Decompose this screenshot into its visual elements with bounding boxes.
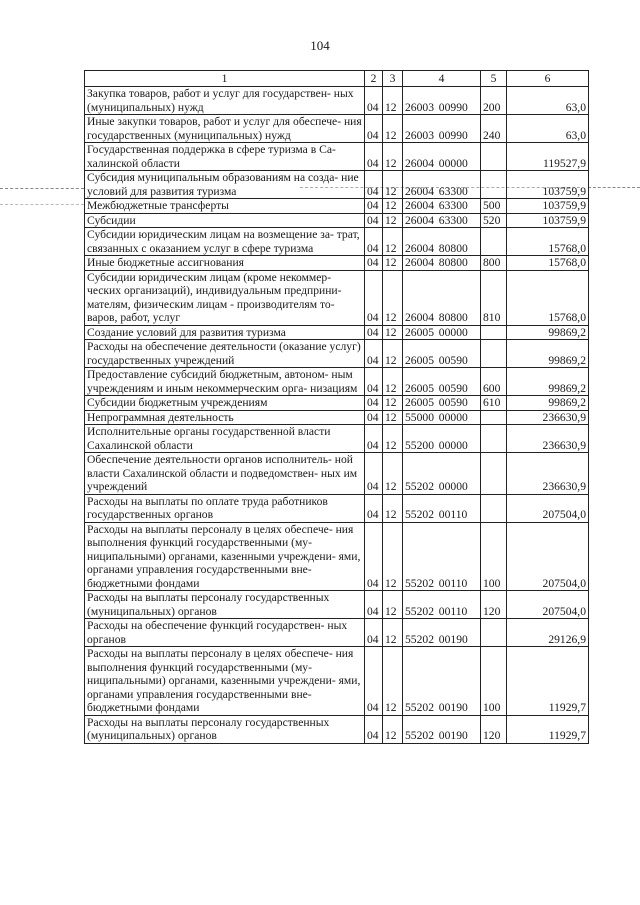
- row-expense-type-cell: [481, 453, 507, 495]
- target-code-direction: 63300: [438, 184, 468, 198]
- row-name-cell: Обеспечение деятельности органов исполнитель- ной власти Сахалинской области и подведомствен- ных им учреждений: [85, 453, 365, 495]
- target-code-direction: 00000: [438, 438, 468, 452]
- table-row: [85, 647, 589, 716]
- row-amount-cell: 236630,9: [507, 453, 589, 495]
- table-row: [85, 425, 589, 453]
- row-section-cell: 04: [365, 647, 383, 716]
- column-header-3: 3: [383, 71, 403, 87]
- row-subsection-cell: 12: [383, 87, 403, 115]
- row-section-cell: 04: [365, 494, 383, 522]
- target-code-direction: 63300: [438, 199, 468, 212]
- row-amount-cell: 15768,0: [507, 270, 589, 325]
- budget-table: [84, 70, 589, 744]
- row-name-cell: Субсидии юридическим лицам (кроме некоммер- ческих организаций), индивидуальным предприни- мателям, физическим лицам - производителям то- варов, работ, услуг: [85, 270, 365, 325]
- row-name-cell: Закупка товаров, работ и услуг для государствен- ных (муниципальных) нужд: [85, 87, 365, 115]
- row-subsection-cell: 12: [383, 715, 403, 743]
- row-amount-cell: 63,0: [507, 115, 589, 143]
- row-amount-cell: 119527,9: [507, 143, 589, 171]
- target-code-program: 26004: [405, 184, 434, 198]
- target-code-program: 26004: [405, 199, 434, 212]
- target-code-direction: 00590: [438, 353, 468, 367]
- target-code-program: 26005: [405, 396, 434, 409]
- row-amount-cell: 236630,9: [507, 410, 589, 425]
- row-subsection-cell: 12: [383, 619, 403, 647]
- row-expense-type-cell: 200: [481, 87, 507, 115]
- table-row: [85, 228, 589, 256]
- row-amount-cell: 99869,2: [507, 368, 589, 396]
- row-subsection-cell: 12: [383, 228, 403, 256]
- column-header-4: 4: [403, 71, 481, 87]
- row-name-cell: Субсидия муниципальным образованиям на созда- ние условий для развития туризма: [85, 171, 365, 199]
- table-row: [85, 396, 589, 411]
- row-expense-type-cell: [481, 325, 507, 340]
- column-header-5: 5: [481, 71, 507, 87]
- row-amount-cell: 99869,2: [507, 340, 589, 368]
- table-row: [85, 199, 589, 214]
- target-code-program: 55202: [405, 701, 434, 714]
- row-section-cell: 04: [365, 410, 383, 425]
- row-amount-cell: 11929,7: [507, 715, 589, 743]
- row-target-code-cell: [403, 647, 481, 716]
- target-code-program: 55202: [405, 576, 434, 590]
- table-row: [85, 410, 589, 425]
- scan-artifact-line-left: [0, 188, 84, 189]
- row-subsection-cell: 12: [383, 340, 403, 368]
- row-expense-type-cell: [481, 410, 507, 425]
- page-number: 104: [310, 38, 330, 53]
- target-code-program: 26004: [405, 156, 434, 170]
- row-expense-type-cell: 120: [481, 591, 507, 619]
- row-name-cell: Предоставление субсидий бюджетным, автоном- ным учреждениям и иным некоммерческим орга- низациям: [85, 368, 365, 396]
- row-section-cell: 04: [365, 256, 383, 271]
- row-subsection-cell: 12: [383, 522, 403, 591]
- row-amount-cell: 207504,0: [507, 494, 589, 522]
- row-section-cell: 04: [365, 325, 383, 340]
- row-target-code-cell: [403, 171, 481, 199]
- row-target-code-cell: [403, 619, 481, 647]
- row-expense-type-cell: [481, 619, 507, 647]
- row-name-cell: Исполнительные органы государственной власти Сахалинской области: [85, 425, 365, 453]
- table-body: [85, 87, 589, 744]
- row-subsection-cell: 12: [383, 270, 403, 325]
- target-code-program: 26003: [405, 100, 434, 114]
- target-code-program: 55000: [405, 410, 434, 424]
- row-target-code-cell: [403, 368, 481, 396]
- row-target-code-cell: [403, 270, 481, 325]
- row-target-code-cell: [403, 199, 481, 214]
- table-row: [85, 368, 589, 396]
- target-code-direction: 80800: [438, 311, 468, 324]
- row-subsection-cell: 12: [383, 199, 403, 214]
- target-code-direction: 00190: [438, 701, 468, 714]
- target-code-program: 55202: [405, 508, 434, 521]
- row-target-code-cell: [403, 256, 481, 271]
- row-target-code-cell: [403, 715, 481, 743]
- column-header-2: 2: [365, 71, 383, 87]
- row-subsection-cell: 12: [383, 453, 403, 495]
- table-row: [85, 256, 589, 271]
- table-row: [85, 619, 589, 647]
- row-section-cell: 04: [365, 591, 383, 619]
- row-amount-cell: 29126,9: [507, 619, 589, 647]
- row-expense-type-cell: 520: [481, 213, 507, 228]
- table-row: [85, 143, 589, 171]
- row-target-code-cell: [403, 325, 481, 340]
- row-amount-cell: 103759,9: [507, 171, 589, 199]
- row-name-cell: Межбюджетные трансферты: [85, 199, 365, 214]
- target-code-program: 55202: [405, 604, 434, 618]
- target-code-direction: 00000: [438, 410, 468, 424]
- row-amount-cell: 11929,7: [507, 647, 589, 716]
- table-row: [85, 171, 589, 199]
- target-code-direction: 63300: [438, 213, 468, 227]
- target-code-program: 26005: [405, 353, 434, 367]
- row-expense-type-cell: 810: [481, 270, 507, 325]
- row-target-code-cell: [403, 340, 481, 368]
- table-row: [85, 325, 589, 340]
- row-section-cell: 04: [365, 368, 383, 396]
- target-code-program: 26004: [405, 241, 434, 255]
- row-amount-cell: 15768,0: [507, 256, 589, 271]
- row-target-code-cell: [403, 522, 481, 591]
- target-code-direction: 00590: [438, 381, 468, 395]
- row-section-cell: 04: [365, 619, 383, 647]
- row-subsection-cell: 12: [383, 591, 403, 619]
- target-code-program: 55202: [405, 480, 434, 493]
- table-row: [85, 453, 589, 495]
- target-code-program: 55202: [405, 729, 434, 742]
- row-subsection-cell: 12: [383, 647, 403, 716]
- table-row: [85, 591, 589, 619]
- row-expense-type-cell: 800: [481, 256, 507, 271]
- column-header-1: 1: [85, 71, 365, 87]
- row-amount-cell: 99869,2: [507, 325, 589, 340]
- row-name-cell: Иные закупки товаров, работ и услуг для обеспече- ния государственных (муниципальных) нужд: [85, 115, 365, 143]
- target-code-direction: 80800: [438, 241, 468, 255]
- target-code-direction: 00990: [438, 128, 468, 142]
- row-section-cell: 04: [365, 171, 383, 199]
- target-code-direction: 00110: [438, 576, 468, 590]
- row-name-cell: Создание условий для развития туризма: [85, 325, 365, 340]
- target-code-program: 26004: [405, 213, 434, 227]
- row-target-code-cell: [403, 396, 481, 411]
- row-target-code-cell: [403, 591, 481, 619]
- row-expense-type-cell: 100: [481, 522, 507, 591]
- row-subsection-cell: 12: [383, 425, 403, 453]
- row-target-code-cell: [403, 425, 481, 453]
- row-section-cell: 04: [365, 453, 383, 495]
- row-name-cell: Субсидии бюджетным учреждениям: [85, 396, 365, 411]
- row-section-cell: 04: [365, 715, 383, 743]
- row-name-cell: Расходы на выплаты персоналу государственных (муниципальных) органов: [85, 591, 365, 619]
- row-subsection-cell: 12: [383, 368, 403, 396]
- row-subsection-cell: 12: [383, 396, 403, 411]
- target-code-direction: 00000: [438, 156, 468, 170]
- row-name-cell: Расходы на выплаты персоналу в целях обеспече- ния выполнения функций государственными (му- ниципальными) органами, казенными учреждени- ями, органами управления государственными вне- бюджетными фондами: [85, 647, 365, 716]
- row-target-code-cell: [403, 213, 481, 228]
- target-code-direction: 00590: [438, 396, 468, 409]
- scan-artifact-line-lower: [0, 204, 84, 205]
- row-target-code-cell: [403, 143, 481, 171]
- row-expense-type-cell: 100: [481, 647, 507, 716]
- row-name-cell: Расходы на выплаты по оплате труда работников государственных органов: [85, 494, 365, 522]
- target-code-program: 26005: [405, 325, 434, 339]
- scan-artifact-line-right: [588, 187, 640, 188]
- row-expense-type-cell: 120: [481, 715, 507, 743]
- row-name-cell: Иные бюджетные ассигнования: [85, 256, 365, 271]
- row-amount-cell: 15768,0: [507, 228, 589, 256]
- target-code-program: 26003: [405, 128, 434, 142]
- row-subsection-cell: 12: [383, 143, 403, 171]
- row-section-cell: 04: [365, 213, 383, 228]
- row-target-code-cell: [403, 494, 481, 522]
- target-code-direction: 00990: [438, 100, 468, 114]
- table-row: [85, 115, 589, 143]
- table-row: [85, 87, 589, 115]
- target-code-program: 55202: [405, 632, 434, 646]
- row-name-cell: Государственная поддержка в сфере туризма в Са- халинской области: [85, 143, 365, 171]
- row-amount-cell: 63,0: [507, 87, 589, 115]
- row-section-cell: 04: [365, 143, 383, 171]
- column-header-6: 6: [507, 71, 589, 87]
- row-section-cell: 04: [365, 425, 383, 453]
- target-code-direction: 00110: [438, 604, 468, 618]
- row-section-cell: 04: [365, 228, 383, 256]
- table-row: [85, 213, 589, 228]
- row-section-cell: 04: [365, 199, 383, 214]
- row-amount-cell: 207504,0: [507, 522, 589, 591]
- row-expense-type-cell: [481, 143, 507, 171]
- row-expense-type-cell: [481, 494, 507, 522]
- target-code-direction: 00000: [438, 480, 468, 493]
- target-code-direction: 00110: [438, 508, 468, 521]
- row-subsection-cell: 12: [383, 213, 403, 228]
- row-expense-type-cell: 500: [481, 199, 507, 214]
- row-target-code-cell: [403, 87, 481, 115]
- target-code-program: 26005: [405, 381, 434, 395]
- row-section-cell: 04: [365, 87, 383, 115]
- row-expense-type-cell: [481, 340, 507, 368]
- target-code-direction: 80800: [438, 256, 468, 269]
- row-name-cell: Непрограммная деятельность: [85, 410, 365, 425]
- row-section-cell: 04: [365, 340, 383, 368]
- row-section-cell: 04: [365, 270, 383, 325]
- row-section-cell: 04: [365, 522, 383, 591]
- target-code-direction: 00190: [438, 632, 468, 646]
- row-name-cell: Субсидии юридическим лицам на возмещение за- трат, связанных с оказанием услуг в сфере туризма: [85, 228, 365, 256]
- row-amount-cell: 236630,9: [507, 425, 589, 453]
- row-name-cell: Субсидии: [85, 213, 365, 228]
- row-expense-type-cell: [481, 171, 507, 199]
- row-name-cell: Расходы на выплаты персоналу в целях обеспече- ния выполнения функций государственными (му- ниципальными) органами, казенными учреждени- ями, органами управления государственными вне- бюджетными фондами: [85, 522, 365, 591]
- row-subsection-cell: 12: [383, 494, 403, 522]
- table-row: [85, 340, 589, 368]
- target-code-program: 26004: [405, 311, 434, 324]
- table-row: [85, 715, 589, 743]
- row-name-cell: Расходы на обеспечение функций государствен- ных органов: [85, 619, 365, 647]
- row-expense-type-cell: 600: [481, 368, 507, 396]
- row-subsection-cell: 12: [383, 325, 403, 340]
- row-expense-type-cell: [481, 228, 507, 256]
- target-code-program: 55200: [405, 438, 434, 452]
- row-target-code-cell: [403, 410, 481, 425]
- table-row: [85, 494, 589, 522]
- row-subsection-cell: 12: [383, 256, 403, 271]
- target-code-direction: 00190: [438, 729, 468, 742]
- row-section-cell: 04: [365, 115, 383, 143]
- row-amount-cell: 103759,9: [507, 213, 589, 228]
- row-expense-type-cell: 610: [481, 396, 507, 411]
- row-subsection-cell: 12: [383, 410, 403, 425]
- target-code-program: 26004: [405, 256, 434, 269]
- row-target-code-cell: [403, 115, 481, 143]
- row-amount-cell: 99869,2: [507, 396, 589, 411]
- row-amount-cell: 207504,0: [507, 591, 589, 619]
- row-subsection-cell: 12: [383, 115, 403, 143]
- row-name-cell: Расходы на обеспечение деятельности (оказание услуг) государственных учреждений: [85, 340, 365, 368]
- row-subsection-cell: 12: [383, 171, 403, 199]
- table-header-row: [85, 71, 589, 87]
- row-amount-cell: 103759,9: [507, 199, 589, 214]
- row-section-cell: 04: [365, 396, 383, 411]
- row-expense-type-cell: [481, 425, 507, 453]
- table-row: [85, 270, 589, 325]
- row-expense-type-cell: 240: [481, 115, 507, 143]
- row-name-cell: Расходы на выплаты персоналу государственных (муниципальных) органов: [85, 715, 365, 743]
- target-code-direction: 00000: [438, 325, 468, 339]
- table-row: [85, 522, 589, 591]
- row-target-code-cell: [403, 453, 481, 495]
- row-target-code-cell: [403, 228, 481, 256]
